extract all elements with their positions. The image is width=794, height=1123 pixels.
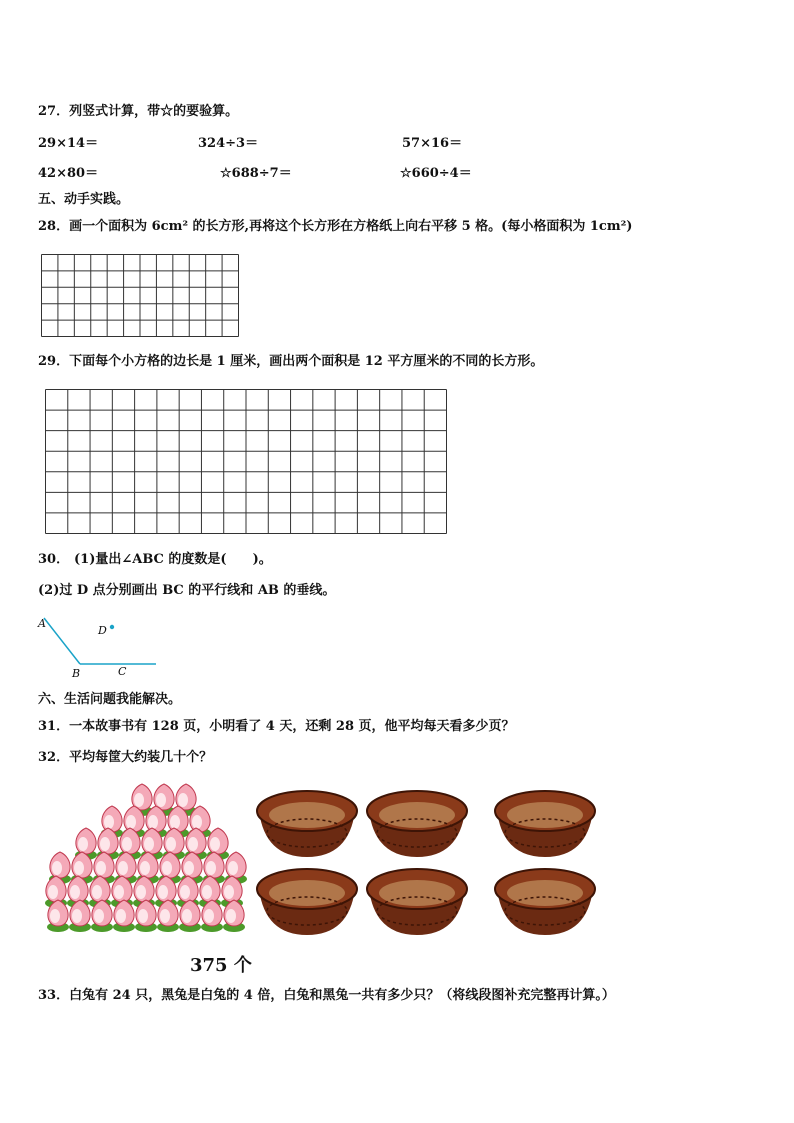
baskets-image	[255, 778, 600, 943]
label-b: B	[72, 667, 81, 680]
basket-icon	[495, 869, 595, 935]
basket-icon	[257, 869, 357, 935]
ray-ba	[44, 618, 80, 664]
q27-expr-1: 29×14＝	[38, 136, 99, 151]
q31-text: 31．一本故事书有 128 页，小明看了 4 天，还剩 28 页，他平均每天看多少页？	[38, 719, 515, 734]
q30-part1: (1)量出∠ABC 的度数是( )。	[74, 552, 272, 567]
basket-icon	[257, 791, 357, 857]
q30-number: 30．	[38, 552, 70, 567]
q27-title: 27．列竖式计算，带☆的要验算。	[38, 104, 239, 119]
peach-count-label: 375 个	[190, 955, 252, 976]
q27-expr-3: 57×16＝	[402, 136, 463, 151]
basket-icon	[495, 791, 595, 857]
q27-expr-4: 42×80＝	[38, 166, 99, 181]
q27-expr-2: 324÷3＝	[198, 136, 259, 151]
point-d	[110, 625, 114, 629]
q27-expr-6: ☆660÷4＝	[400, 166, 472, 181]
q30-part2: (2)过 D 点分别画出 BC 的平行线和 AB 的垂线。	[38, 583, 336, 598]
basket-icon	[367, 869, 467, 935]
section-6-heading: 六、生活问题我能解决。	[38, 692, 182, 707]
label-c: C	[118, 665, 127, 678]
section-5-heading: 五、动手实践。	[38, 192, 130, 207]
label-d: D	[98, 624, 107, 637]
q28-grid	[41, 254, 239, 337]
q28-text: 28．画一个面积为 6cm² 的长方形,再将这个长方形在方格纸上向右平移 5 格。(每小格面积为 1cm²)	[38, 219, 633, 234]
basket-icon	[367, 791, 467, 857]
label-a: A	[38, 617, 46, 630]
q29-text: 29．下面每个小方格的边长是 1 厘米，画出两个面积是 12 平方厘米的不同的长方形。	[38, 354, 544, 369]
q33-text: 33．白兔有 24 只，黑兔是白兔的 4 倍，白兔和黑兔一共有多少只？（将线段图补充完整再计算。）	[38, 988, 615, 1003]
q29-grid	[45, 389, 447, 534]
q27-expr-5: ☆688÷7＝	[220, 166, 292, 181]
q32-text: 32．平均每筐大约装几十个？	[38, 750, 213, 765]
peach-pile-image	[42, 778, 250, 943]
